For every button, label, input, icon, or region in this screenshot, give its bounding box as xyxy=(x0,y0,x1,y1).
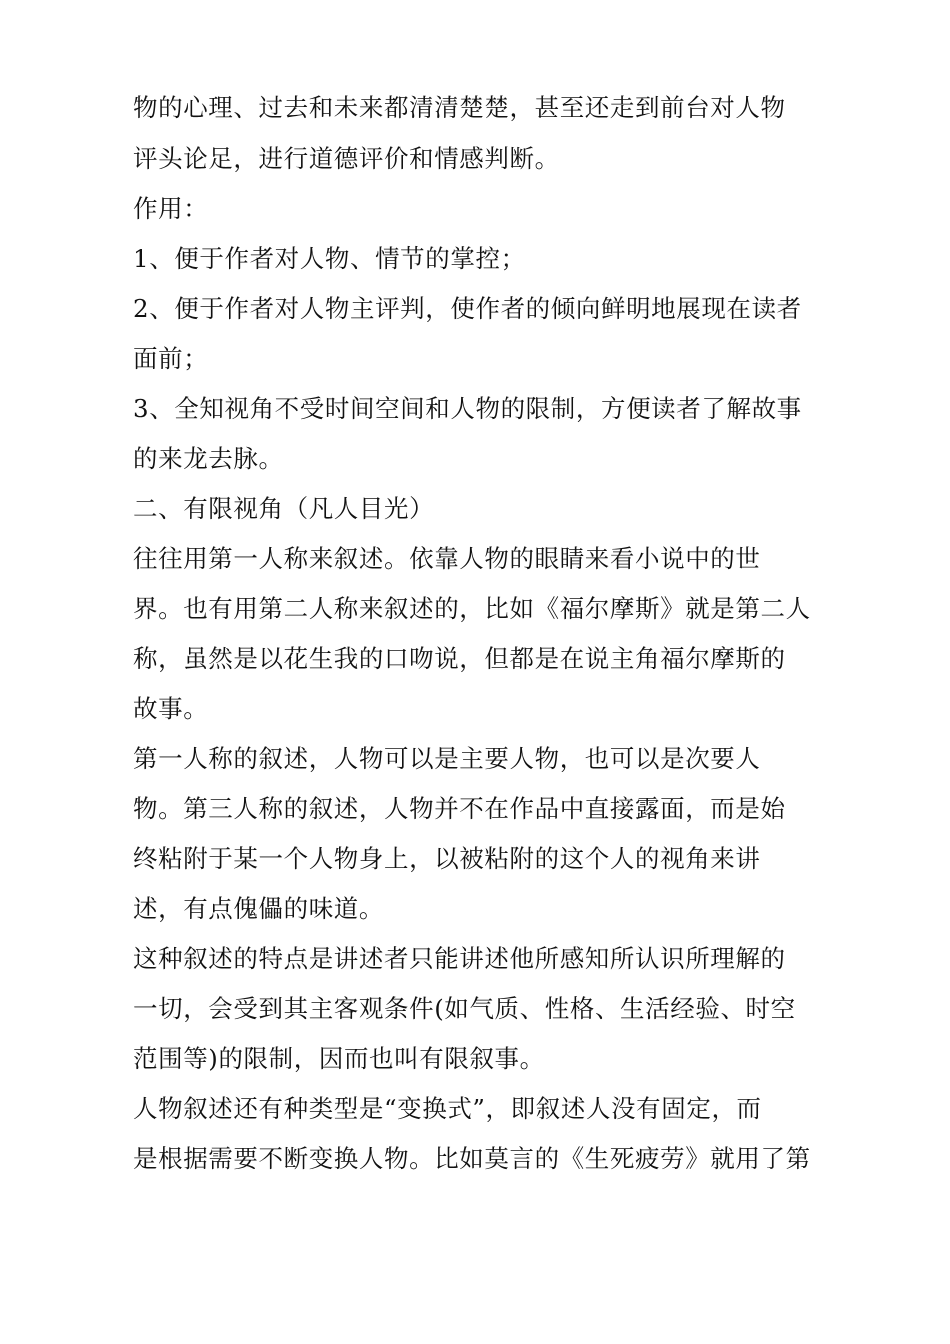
list-item: 2、便于作者对人物主评判，使作者的倾向鲜明地展现在读者 xyxy=(133,294,802,323)
section-label: 作用： xyxy=(133,194,209,223)
text-line: 面前； xyxy=(133,344,209,373)
list-item: 1、便于作者对人物、情节的掌控； xyxy=(133,244,526,273)
section-heading: 二、有限视角（凡人目光） xyxy=(133,494,435,523)
text-line: 物。第三人称的叙述，人物并不在作品中直接露面，而是始 xyxy=(133,794,786,823)
text-line: 界。也有用第二人称来叙述的，比如《福尔摩斯》就是第二人 xyxy=(133,594,811,623)
text-line: 称，虽然是以花生我的口吻说，但都是在说主角福尔摩斯的 xyxy=(133,644,786,673)
text-line: 第一人称的叙述，人物可以是主要人物，也可以是次要人 xyxy=(133,744,761,773)
text-line: 是根据需要不断变换人物。比如莫言的《生死疲劳》就用了第 xyxy=(133,1144,811,1173)
text-line: 评头论足，进行道德评价和情感判断。 xyxy=(133,144,560,173)
text-line: 故事。 xyxy=(133,694,209,723)
text-line: 物的心理、过去和未来都清清楚楚，甚至还走到前台对人物 xyxy=(133,93,786,122)
text-line: 人物叙述还有种类型是“变换式”，即叙述人没有固定，而 xyxy=(133,1094,762,1123)
text-line: 一切，会受到其主客观条件(如气质、性格、生活经验、时空 xyxy=(133,994,796,1023)
text-line: 述，有点傀儡的味道。 xyxy=(133,894,384,923)
text-line: 的来龙去脉。 xyxy=(133,444,284,473)
text-line: 这种叙述的特点是讲述者只能讲述他所感知所认识所理解的 xyxy=(133,944,786,973)
list-item: 3、全知视角不受时间空间和人物的限制，方便读者了解故事 xyxy=(133,394,802,423)
text-line: 终粘附于某一个人物身上，以被粘附的这个人的视角来讲 xyxy=(133,844,761,873)
text-line: 往往用第一人称来叙述。依靠人物的眼睛来看小说中的世 xyxy=(133,544,761,573)
text-line: 范围等)的限制，因而也叫有限叙事。 xyxy=(133,1044,545,1073)
